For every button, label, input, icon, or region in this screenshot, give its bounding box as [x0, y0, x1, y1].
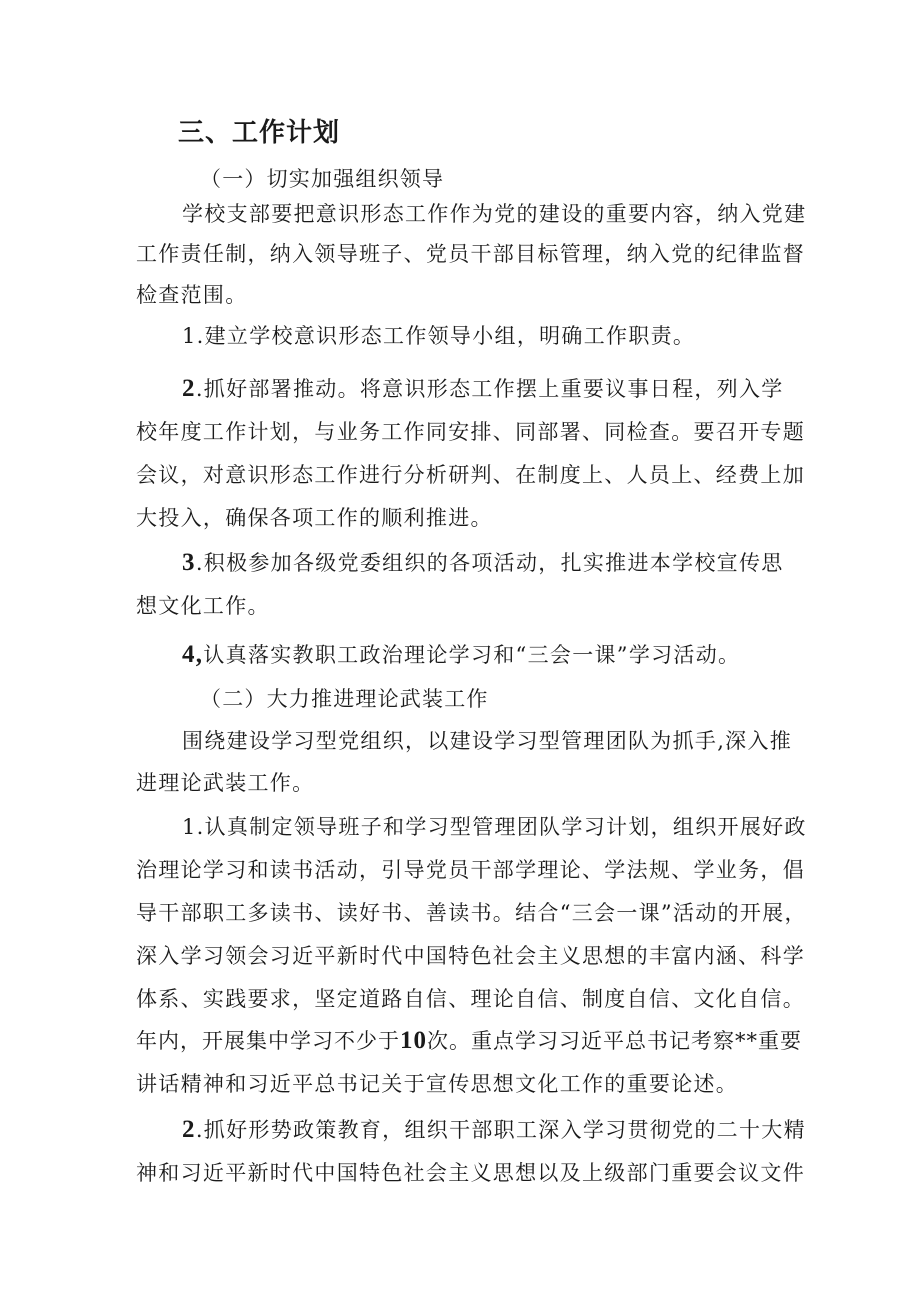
item-number: 3: [182, 549, 196, 576]
paragraph-line: .抓好形势政策教育，组织干部职工深入学习贯彻党的二十大精: [195, 1118, 806, 1142]
paragraph-line: 校年度工作计划，与业务工作同安排、同部署、同检查。要召开专题: [136, 420, 805, 444]
list-item-1-1: 1.建立学校意识形态工作领导小组，明确工作职责。: [182, 324, 696, 348]
paragraph-line: [136, 1027, 802, 1055]
count-number: 10: [400, 1027, 427, 1054]
paragraph-line: 大投入，确保各项工作的顺利推进。: [136, 506, 493, 530]
paragraph-line: 围绕建设学习型党组织，以建设学习型管理团队为抓手,深入推: [182, 729, 793, 753]
text-span: 次。重点学习习近平总书记考察**重要: [427, 1029, 802, 1053]
paragraph-line: 神和习近平新时代中国特色社会主义思想以及上级部门重要会议文件: [136, 1161, 805, 1185]
paragraph-line: 深入学习领会习近平新时代中国特色社会主义思想的丰富内涵、科学: [136, 944, 805, 968]
list-item-1-3: [182, 549, 784, 577]
item-number: 4,: [182, 641, 204, 668]
list-item-1-4: [182, 641, 740, 669]
paragraph-line: 治理论学习和读书活动，引导党员干部学理论、学法规、学业务，倡: [136, 858, 805, 882]
paragraph-line: .积极参加各级党委组织的各项活动，扎实推进本学校宣传思: [195, 551, 784, 575]
paragraph-line: 会议，对意识形态工作进行分析研判、在制度上、人员上、经费上加: [136, 463, 805, 487]
list-item-1-2: [182, 375, 784, 403]
paragraph-line: 导干部职工多读书、读好书、善读书。结合“三会一课”活动的开展，: [136, 901, 807, 925]
subsection-title-1: （一）切实加强组织领导: [200, 167, 445, 191]
section-heading: 三、工作计划: [178, 118, 341, 148]
paragraph-line: 认真落实教职工政治理论学习和“三会一课”学习活动。: [203, 643, 741, 667]
paragraph-line: 讲话精神和习近平总书记关于宣传思想文化工作的重要论述。: [136, 1072, 739, 1096]
paragraph-line: 工作责任制，纳入领导班子、党员干部目标管理，纳入党的纪律监督: [136, 242, 805, 266]
subsection-title-2: （二）大力推进理论武装工作: [200, 687, 489, 711]
item-number: 2: [182, 1116, 196, 1143]
paragraph-line: 学校支部要把意识形态工作作为党的建设的重要内容，纳入党建: [182, 202, 807, 226]
paragraph-line: 体系、实践要求，坚定道路自信、理论自信、制度自信、文化自信。: [136, 987, 805, 1011]
paragraph-line: .抓好部署推动。将意识形态工作摆上重要议事日程，列入学: [195, 377, 784, 401]
list-item-2-1: 1.认真制定领导班子和学习型管理团队学习计划，组织开展好政: [182, 815, 807, 839]
text-span: 年内，开展集中学习不少于: [136, 1029, 400, 1053]
list-item-2-2: [182, 1116, 806, 1144]
paragraph-line: 检查范围。: [136, 283, 248, 307]
item-number: 2: [182, 375, 196, 402]
paragraph-line: 进理论武装工作。: [136, 771, 315, 795]
paragraph-line: 想文化工作。: [136, 594, 270, 618]
